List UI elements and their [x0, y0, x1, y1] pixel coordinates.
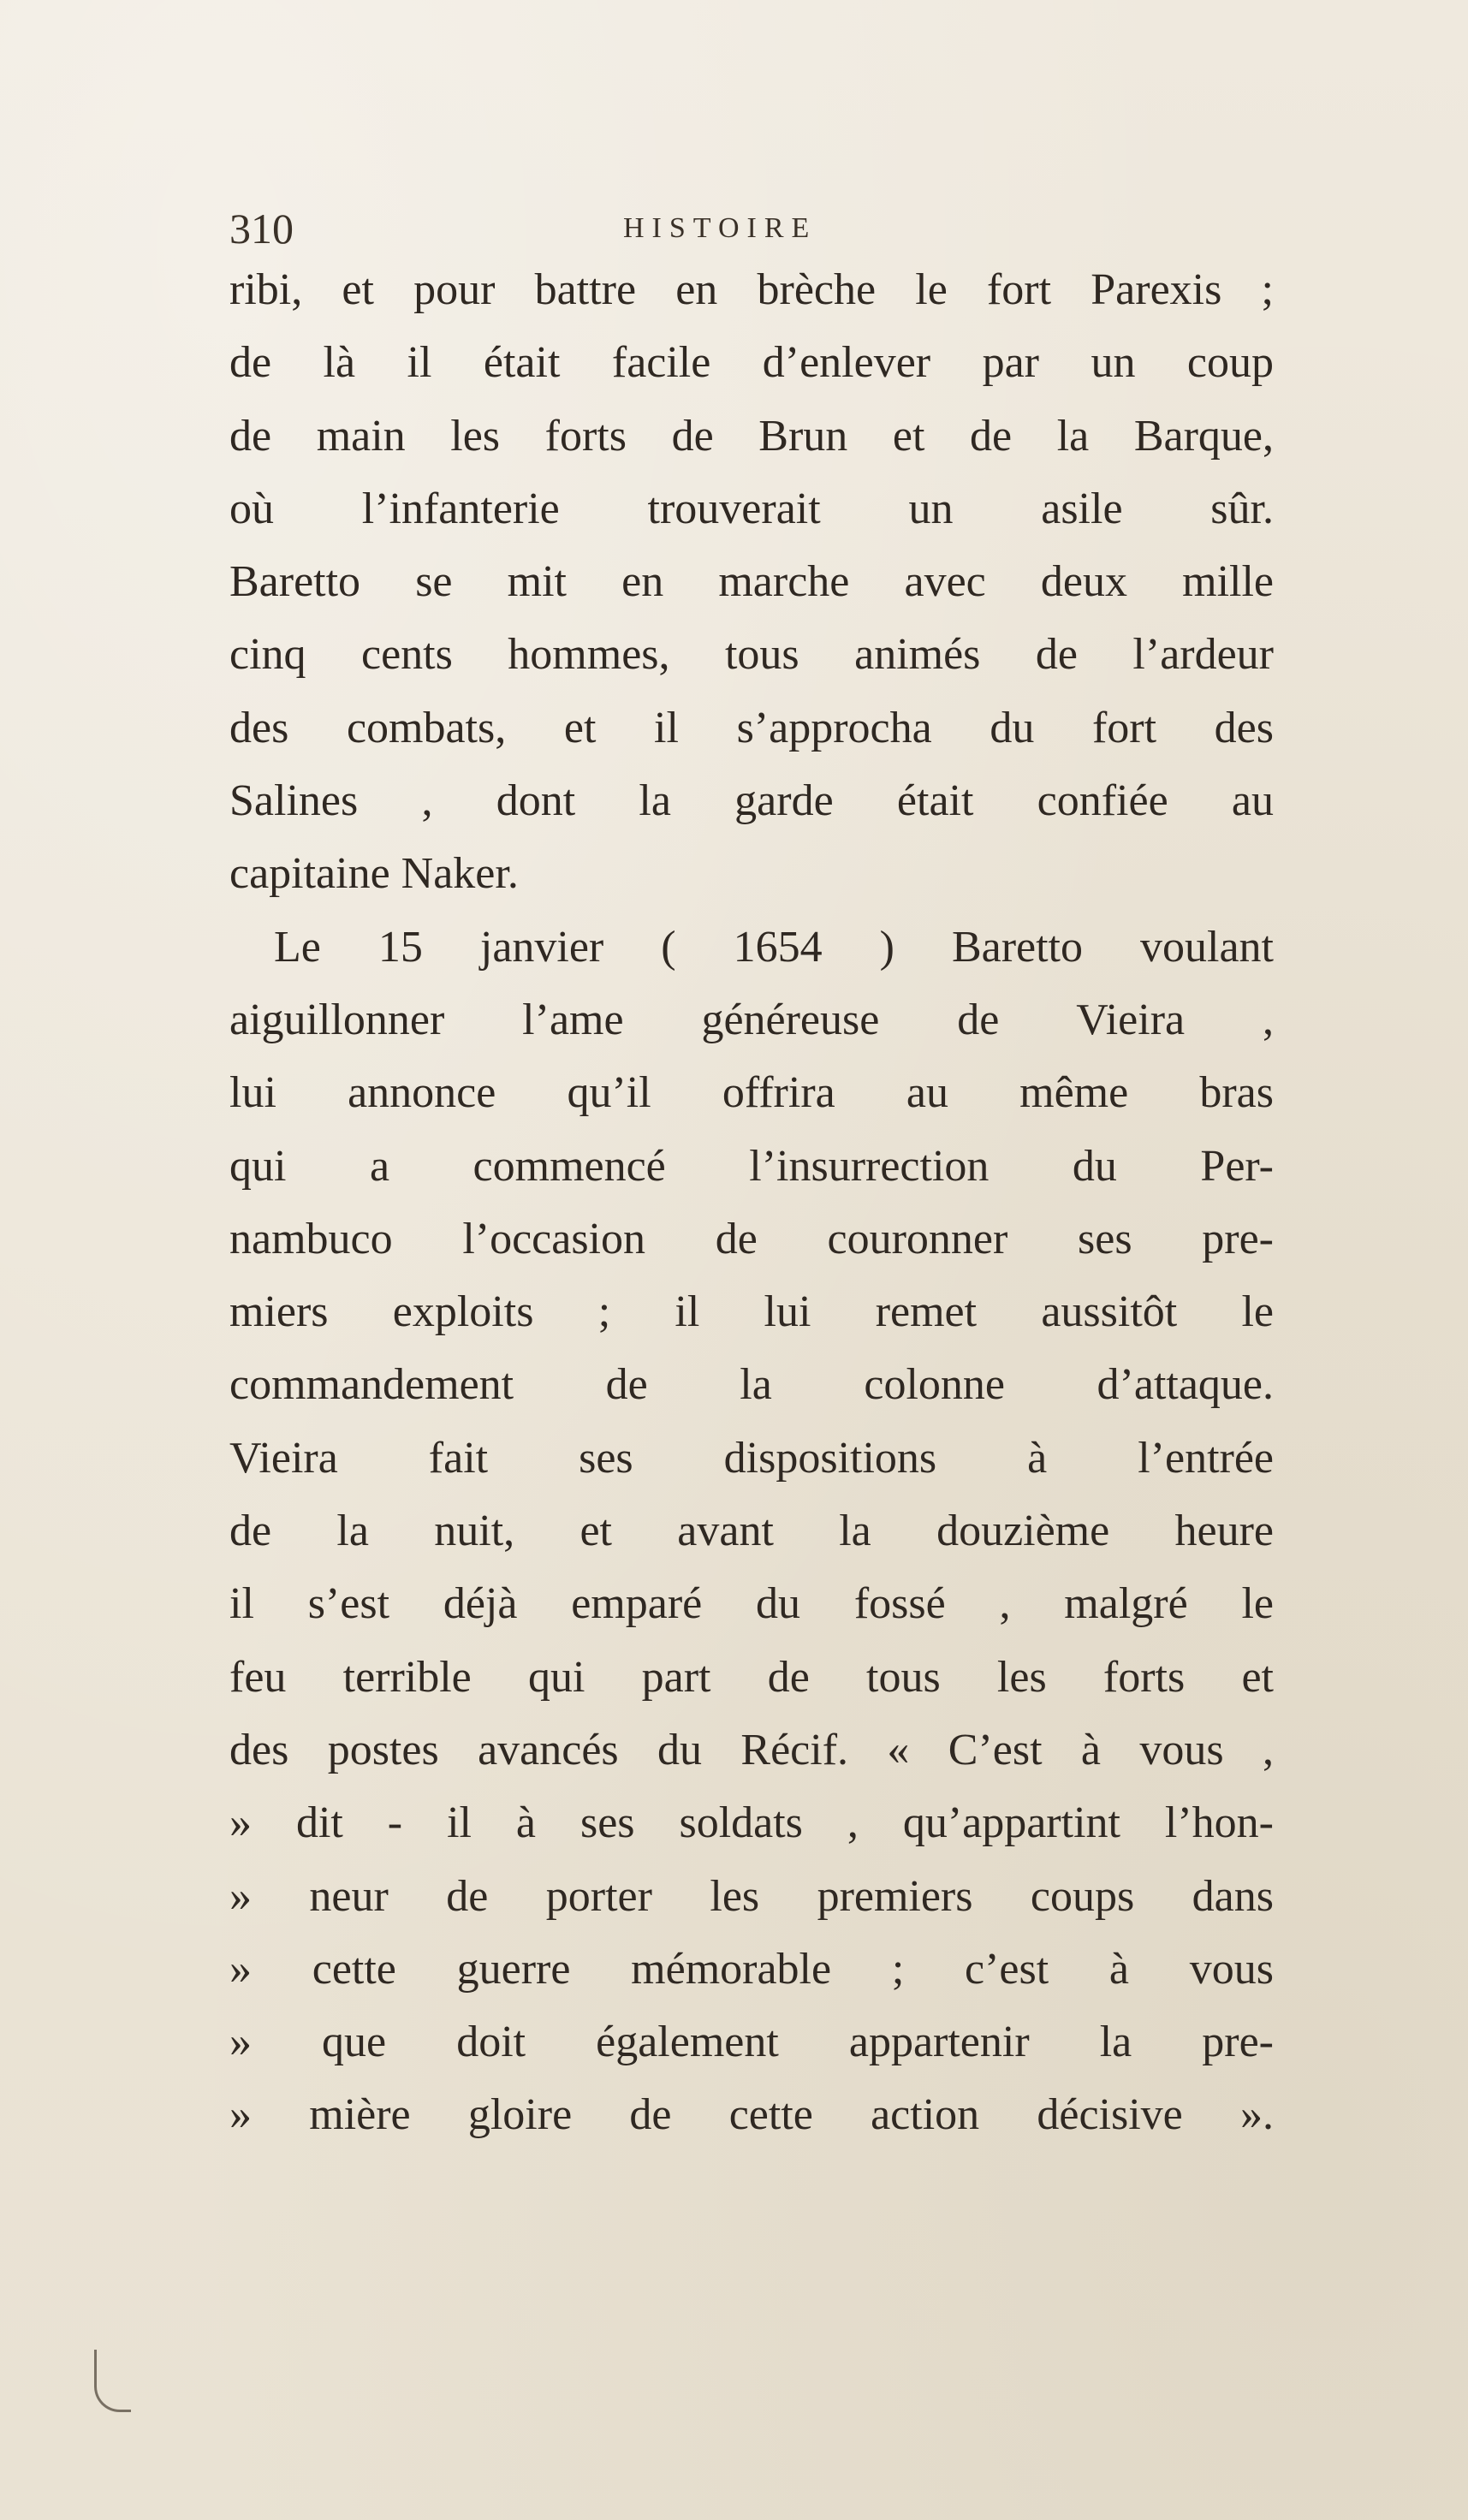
text-line: ribi, et pour battre en brèche le fort Parexis ;	[229, 265, 1274, 314]
text-line: » cette guerre mémorable ; c’est à vous	[229, 1944, 1274, 1994]
running-head: HISTOIRE	[623, 212, 817, 244]
text-line: commandement de la colonne d’attaque.	[229, 1360, 1274, 1410]
text-line: » dit - il à ses soldats , qu’appartint l’hon-	[229, 1798, 1274, 1848]
pencil-mark	[94, 2350, 131, 2412]
text-line: nambuco l’occasion de couronner ses pre-	[229, 1214, 1274, 1263]
text-line: cinq cents hommes, tous animés de l’ardeur	[229, 630, 1274, 680]
text-line: » que doit également appartenir la pre-	[229, 2018, 1274, 2067]
text-line: où l’infanterie trouverait un asile sûr.	[229, 484, 1274, 533]
text-line: il s’est déjà emparé du fossé , malgré le	[229, 1579, 1274, 1629]
text-line: miers exploits ; il lui remet aussitôt le	[229, 1287, 1274, 1337]
text-line: feu terrible qui part de tous les forts et	[229, 1652, 1274, 1702]
body-text	[229, 253, 1274, 2152]
text-line: Vieira fait ses dispositions à l’entrée	[229, 1433, 1274, 1483]
page-header	[229, 199, 1274, 259]
text-line: Le 15 janvier ( 1654 ) Baretto voulant	[274, 922, 1274, 972]
text-line: de là il était facile d’enlever par un coup	[229, 338, 1274, 388]
text-line: capitaine Naker.	[229, 849, 519, 899]
text-line: des postes avancés du Récif. « C’est à vous ,	[229, 1725, 1274, 1774]
text-line: qui a commencé l’insurrection du Per-	[229, 1141, 1274, 1191]
text-line: Baretto se mit en marche avec deux mille	[229, 557, 1274, 607]
text-line: » mière gloire de cette action décisive ».	[229, 2090, 1274, 2140]
text-line: lui annonce qu’il offrira au même bras	[229, 1068, 1274, 1118]
text-line: » neur de porter les premiers coups dans	[229, 1871, 1274, 1921]
text-line: de la nuit, et avant la douzième heure	[229, 1507, 1274, 1556]
text-line: Salines , dont la garde était confiée au	[229, 776, 1274, 826]
text-line: aiguillonner l’ame généreuse de Vieira ,	[229, 995, 1274, 1044]
text-line: de main les forts de Brun et de la Barque,	[229, 411, 1274, 461]
page-number: 310	[229, 205, 294, 253]
text-line: des combats, et il s’approcha du fort des	[229, 703, 1274, 752]
